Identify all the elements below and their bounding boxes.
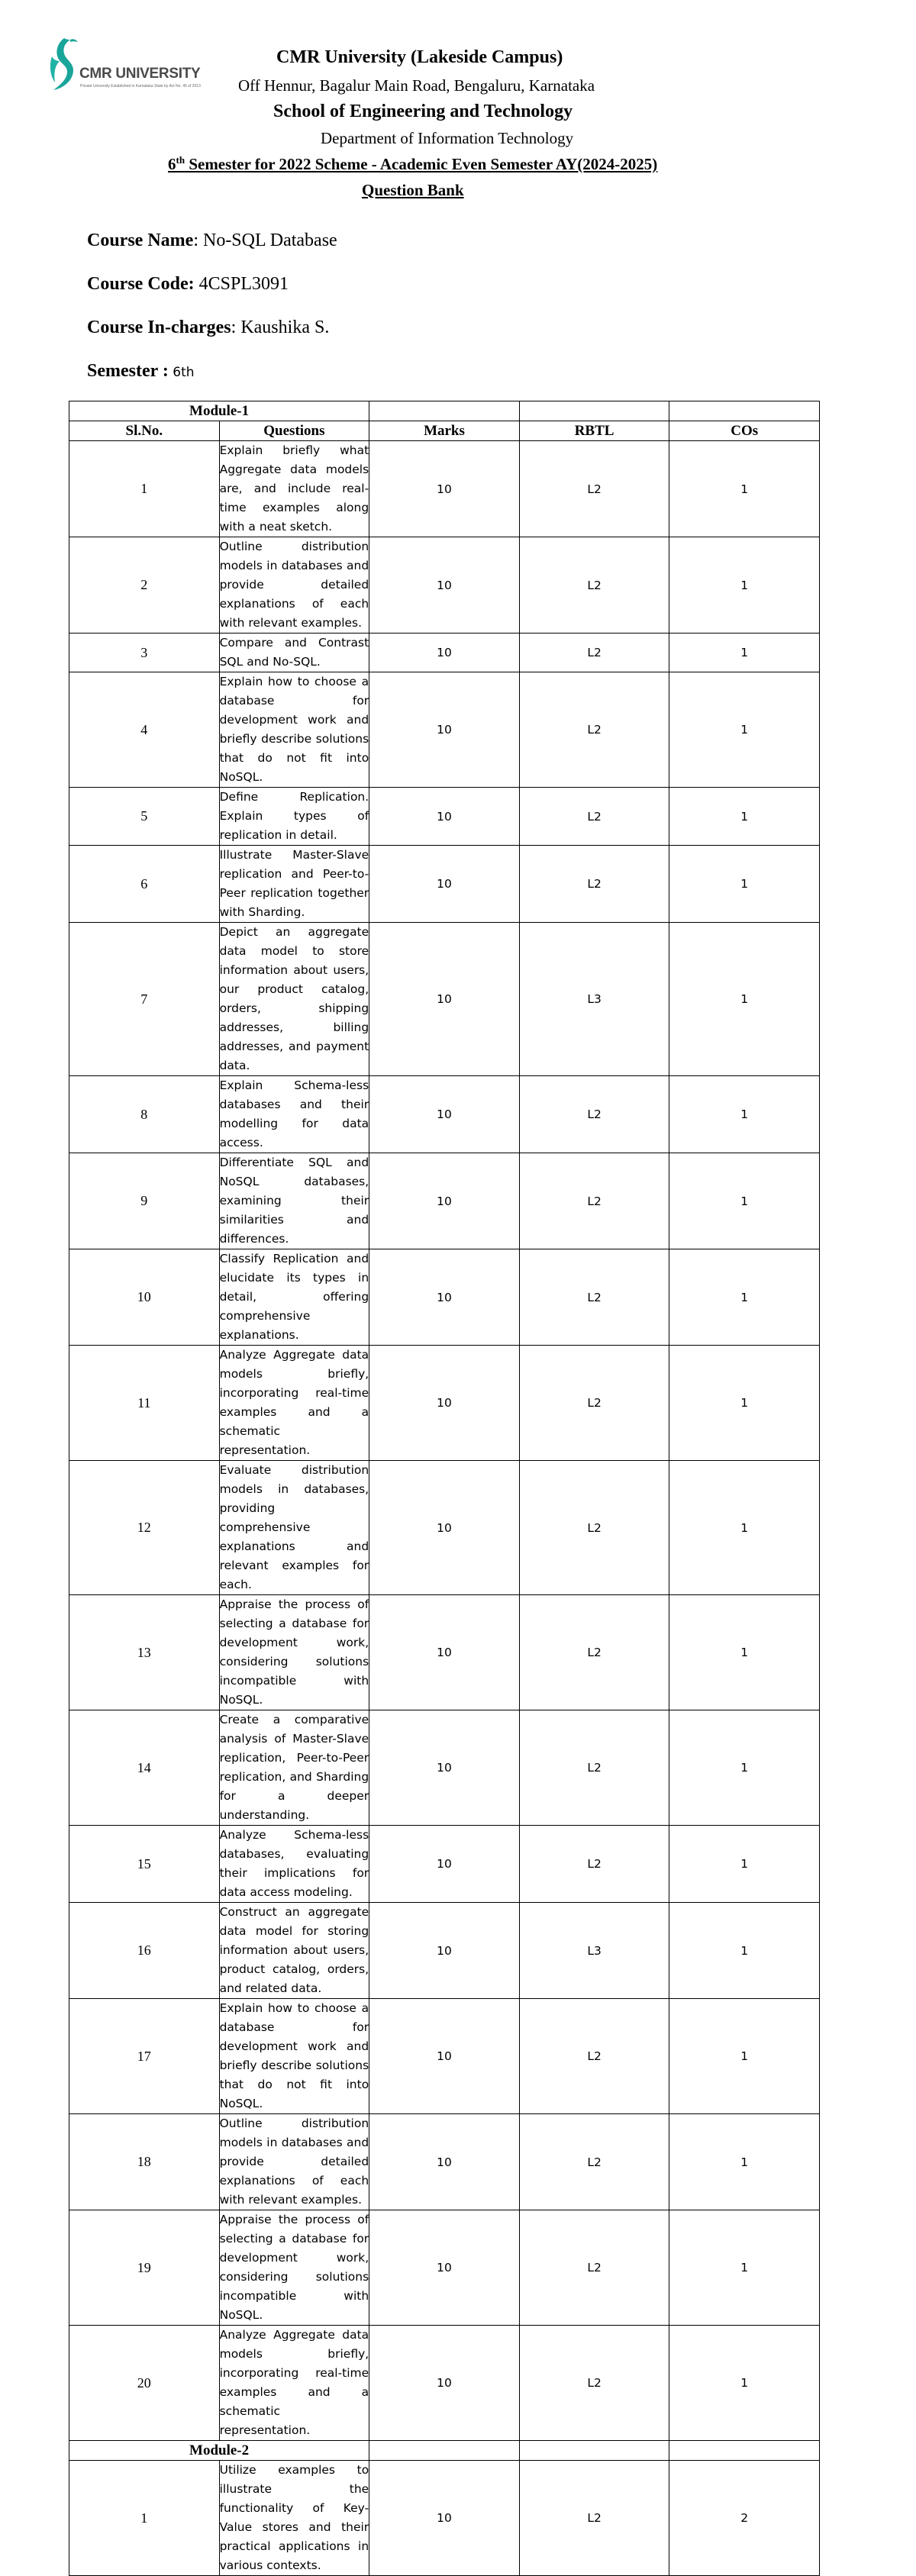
question-marks: 10 bbox=[369, 1153, 520, 1249]
question-marks: 10 bbox=[369, 1076, 520, 1153]
table-row bbox=[69, 923, 820, 1076]
column-header-marks: Marks bbox=[369, 421, 520, 441]
table-row bbox=[69, 634, 820, 672]
column-header-slno: Sl.No. bbox=[69, 421, 220, 441]
question-marks: 10 bbox=[369, 923, 520, 1076]
question-marks: 10 bbox=[369, 634, 520, 672]
question-text: Appraise the process of selecting a database for development work, considering solutions incompatible with NoSQL. bbox=[219, 2210, 369, 2326]
question-marks: 10 bbox=[369, 1826, 520, 1903]
question-rbtl: L2 bbox=[519, 537, 669, 634]
question-marks: 10 bbox=[369, 1595, 520, 1710]
question-slno: 3 bbox=[69, 634, 220, 672]
question-text: Utilize examples to illustrate the functionality of Key-Value stores and their practical applications in various contexts. bbox=[219, 2461, 369, 2576]
question-rbtl: L2 bbox=[519, 1710, 669, 1826]
question-slno: 13 bbox=[69, 1595, 220, 1710]
question-co: 1 bbox=[669, 1346, 820, 1461]
question-marks: 10 bbox=[369, 788, 520, 846]
question-co: 1 bbox=[669, 1826, 820, 1903]
module-1-title: Module-1 bbox=[69, 401, 369, 421]
question-rbtl: L2 bbox=[519, 1826, 669, 1903]
question-co: 1 bbox=[669, 923, 820, 1076]
question-marks: 10 bbox=[369, 537, 520, 634]
university-name: CMR University (Lakeside Campus) bbox=[276, 47, 563, 67]
question-co: 1 bbox=[669, 1153, 820, 1249]
question-rbtl: L2 bbox=[519, 634, 669, 672]
question-text: Outline distribution models in databases and provide detailed explanations of each with relevant examples. bbox=[219, 537, 369, 634]
table-row bbox=[69, 672, 820, 788]
table-row bbox=[69, 1153, 820, 1249]
question-slno: 4 bbox=[69, 672, 220, 788]
question-marks: 10 bbox=[369, 1346, 520, 1461]
question-text: Differentiate SQL and NoSQL databases, examining their similarities and differences. bbox=[219, 1153, 369, 1249]
table-row bbox=[69, 1076, 820, 1153]
logo-tagline: Private University Established in Karnataka State by Act No. 45 of 2013 bbox=[80, 84, 201, 89]
question-slno: 10 bbox=[69, 1249, 220, 1346]
table-row bbox=[69, 1595, 820, 1710]
column-header-questions: Questions bbox=[219, 421, 369, 441]
question-co: 1 bbox=[669, 672, 820, 788]
question-rbtl: L3 bbox=[519, 1903, 669, 1999]
module-2-title: Module-2 bbox=[69, 2441, 369, 2461]
question-marks: 10 bbox=[369, 1903, 520, 1999]
column-header-rbtl: RBTL bbox=[519, 421, 669, 441]
question-co: 1 bbox=[669, 2326, 820, 2441]
table-row bbox=[69, 1903, 820, 1999]
question-rbtl: L2 bbox=[519, 1595, 669, 1710]
question-rbtl: L2 bbox=[519, 2326, 669, 2441]
question-co: 2 bbox=[669, 2461, 820, 2576]
question-rbtl: L2 bbox=[519, 1249, 669, 1346]
question-slno: 2 bbox=[69, 537, 220, 634]
table-row bbox=[69, 1346, 820, 1461]
table-row bbox=[69, 1461, 820, 1595]
table-row bbox=[69, 2461, 820, 2576]
question-text: Depict an aggregate data model to store information about users, our product catalog, orders, shipping addresses, billing addresses, and payment data. bbox=[219, 923, 369, 1076]
question-co: 1 bbox=[669, 788, 820, 846]
question-co: 1 bbox=[669, 1595, 820, 1710]
question-slno: 20 bbox=[69, 2326, 220, 2441]
question-rbtl: L2 bbox=[519, 1346, 669, 1461]
question-marks: 10 bbox=[369, 1710, 520, 1826]
school-name: School of Engineering and Technology bbox=[273, 102, 573, 121]
question-slno: 1 bbox=[69, 441, 220, 537]
course-code: Course Code: 4CSPL3091 bbox=[87, 274, 289, 294]
table-row bbox=[69, 846, 820, 923]
question-text: Create a comparative analysis of Master-Slave replication, Peer-to-Peer replication, and Sharding for a deeper understanding. bbox=[219, 1710, 369, 1826]
question-co: 1 bbox=[669, 1249, 820, 1346]
table-header-row bbox=[69, 421, 820, 441]
question-rbtl: L2 bbox=[519, 846, 669, 923]
department-name: Department of Information Technology bbox=[321, 129, 574, 147]
question-marks: 10 bbox=[369, 1249, 520, 1346]
question-rbtl: L2 bbox=[519, 1461, 669, 1595]
question-marks: 10 bbox=[369, 1999, 520, 2114]
question-co: 1 bbox=[669, 441, 820, 537]
table-row bbox=[69, 1710, 820, 1826]
question-slno: 7 bbox=[69, 923, 220, 1076]
question-rbtl: L2 bbox=[519, 441, 669, 537]
logo-wordmark: CMR UNIVERSITY bbox=[79, 66, 201, 82]
question-slno: 5 bbox=[69, 788, 220, 846]
table-row bbox=[69, 1999, 820, 2114]
table-row bbox=[69, 441, 820, 537]
question-slno: 9 bbox=[69, 1153, 220, 1249]
question-co: 1 bbox=[669, 1999, 820, 2114]
question-rbtl: L2 bbox=[519, 672, 669, 788]
question-rbtl: L2 bbox=[519, 1153, 669, 1249]
table-row bbox=[69, 2210, 820, 2326]
question-slno: 8 bbox=[69, 1076, 220, 1153]
question-table bbox=[69, 401, 820, 2576]
university-logo bbox=[44, 35, 205, 96]
question-co: 1 bbox=[669, 1903, 820, 1999]
question-rbtl: L3 bbox=[519, 923, 669, 1076]
question-text: Explain briefly what Aggregate data models are, and include real-time examples along with a neat sketch. bbox=[219, 441, 369, 537]
course-name: Course Name: No-SQL Database bbox=[87, 231, 337, 250]
question-co: 1 bbox=[669, 2114, 820, 2210]
question-rbtl: L2 bbox=[519, 2114, 669, 2210]
question-slno: 17 bbox=[69, 1999, 220, 2114]
document-title: Question Bank bbox=[362, 181, 464, 199]
column-header-cos: COs bbox=[669, 421, 820, 441]
question-co: 1 bbox=[669, 1076, 820, 1153]
question-text: Explain Schema-less databases and their modelling for data access. bbox=[219, 1076, 369, 1153]
course-incharge: Course In-charges: Kaushika S. bbox=[87, 318, 330, 337]
question-marks: 10 bbox=[369, 441, 520, 537]
question-rbtl: L2 bbox=[519, 1076, 669, 1153]
question-marks: 10 bbox=[369, 2326, 520, 2441]
question-co: 1 bbox=[669, 1461, 820, 1595]
question-rbtl: L2 bbox=[519, 2461, 669, 2576]
question-text: Explain how to choose a database for development work and briefly describe solutions that do not fit into NoSQL. bbox=[219, 672, 369, 788]
question-rbtl: L2 bbox=[519, 1999, 669, 2114]
course-semester: Semester : 6th bbox=[87, 361, 195, 381]
swan-logo-icon bbox=[44, 35, 81, 96]
table-row bbox=[69, 2114, 820, 2210]
question-slno: 12 bbox=[69, 1461, 220, 1595]
question-text: Outline distribution models in databases and provide detailed explanations of each with relevant examples. bbox=[219, 2114, 369, 2210]
question-text: Define Replication. Explain types of replication in detail. bbox=[219, 788, 369, 846]
question-slno: 15 bbox=[69, 1826, 220, 1903]
question-marks: 10 bbox=[369, 672, 520, 788]
module-1-heading-row bbox=[69, 401, 820, 421]
question-marks: 10 bbox=[369, 846, 520, 923]
question-text: Compare and Contrast SQL and No-SQL. bbox=[219, 634, 369, 672]
question-text: Analyze Aggregate data models briefly, incorporating real-time examples and a schematic representation. bbox=[219, 1346, 369, 1461]
question-text: Illustrate Master-Slave replication and Peer-to-Peer replication together with Sharding. bbox=[219, 846, 369, 923]
question-text: Construct an aggregate data model for storing information about users, product catalog, orders, and related data. bbox=[219, 1903, 369, 1999]
question-text: Classify Replication and elucidate its types in detail, offering comprehensive explanations. bbox=[219, 1249, 369, 1346]
table-row bbox=[69, 1826, 820, 1903]
table-row bbox=[69, 1249, 820, 1346]
semester-heading: 6th Semester for 2022 Scheme - Academic Even Semester AY(2024-2025) bbox=[168, 154, 658, 173]
question-slno: 14 bbox=[69, 1710, 220, 1826]
question-slno: 16 bbox=[69, 1903, 220, 1999]
question-slno: 11 bbox=[69, 1346, 220, 1461]
question-slno: 18 bbox=[69, 2114, 220, 2210]
university-address: Off Hennur, Bagalur Main Road, Bengaluru, Karnataka bbox=[238, 76, 595, 95]
question-text: Appraise the process of selecting a database for development work, considering solutions incompatible with NoSQL. bbox=[219, 1595, 369, 1710]
question-text: Analyze Schema-less databases, evaluating their implications for data access modeling. bbox=[219, 1826, 369, 1903]
question-co: 1 bbox=[669, 846, 820, 923]
question-text: Evaluate distribution models in databases, providing comprehensive explanations and relevant examples for each. bbox=[219, 1461, 369, 1595]
question-slno: 19 bbox=[69, 2210, 220, 2326]
table-row bbox=[69, 2326, 820, 2441]
table-row bbox=[69, 788, 820, 846]
question-text: Analyze Aggregate data models briefly, incorporating real-time examples and a schematic representation. bbox=[219, 2326, 369, 2441]
question-rbtl: L2 bbox=[519, 788, 669, 846]
question-slno: 1 bbox=[69, 2461, 220, 2576]
question-marks: 10 bbox=[369, 2210, 520, 2326]
question-co: 1 bbox=[669, 537, 820, 634]
question-rbtl: L2 bbox=[519, 2210, 669, 2326]
question-co: 1 bbox=[669, 1710, 820, 1826]
question-marks: 10 bbox=[369, 2114, 520, 2210]
question-co: 1 bbox=[669, 634, 820, 672]
question-text: Explain how to choose a database for development work and briefly describe solutions that do not fit into NoSQL. bbox=[219, 1999, 369, 2114]
question-co: 1 bbox=[669, 2210, 820, 2326]
table-row bbox=[69, 537, 820, 634]
question-slno: 6 bbox=[69, 846, 220, 923]
question-marks: 10 bbox=[369, 2461, 520, 2576]
module-2-heading-row bbox=[69, 2441, 820, 2461]
question-marks: 10 bbox=[369, 1461, 520, 1595]
